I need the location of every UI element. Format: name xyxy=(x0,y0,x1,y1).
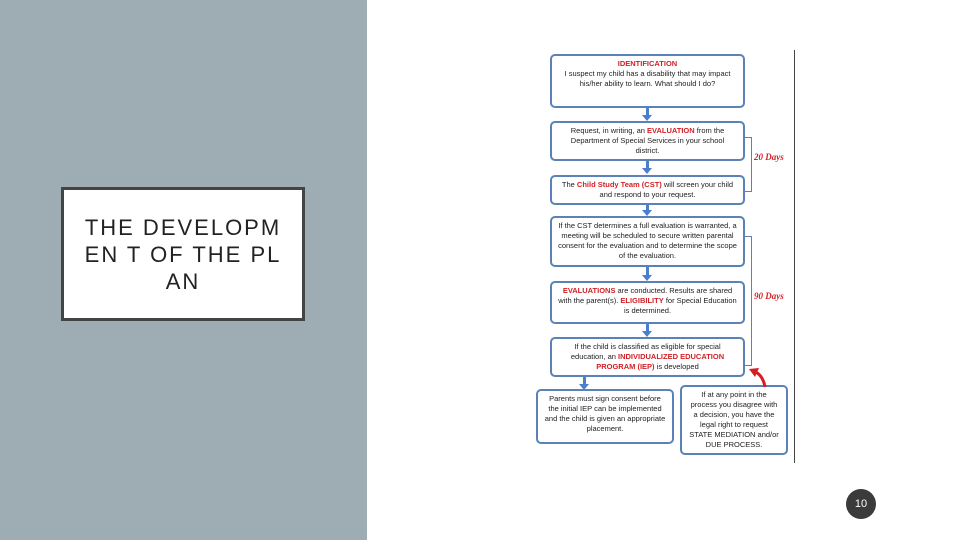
consent-text: Parents must sign consent before the initial IEP can be implemented and the child is given an appropriate placement. xyxy=(544,394,666,433)
bracket-90-days xyxy=(745,236,752,366)
identification-text: I suspect my child has a disability that may impact his/her ability to learn. What should I do? xyxy=(564,69,731,88)
days-90-label: 90 Days xyxy=(754,291,784,301)
bracket-20-days xyxy=(745,137,752,192)
evaluations-post: for Special Education is determined. xyxy=(623,296,737,315)
title-box xyxy=(61,187,305,321)
identification-box xyxy=(550,54,745,108)
iep-box xyxy=(550,337,745,377)
slide-title: THE DEVELOPMEN T OF THE PLAN xyxy=(84,214,282,294)
evaluation-request-pre: Request, in writing, an xyxy=(570,126,648,135)
disagree-box xyxy=(680,385,788,455)
divider-line xyxy=(794,50,795,463)
eligibility-highlight: ELIGIBILITY xyxy=(620,296,664,305)
cst-screen-highlight: Child Study Team (CST) xyxy=(576,180,662,189)
consent-box xyxy=(536,389,674,444)
iep-highlight: INDIVIDUALIZED EDUCATION PROGRAM (IEP) xyxy=(596,352,725,371)
evaluations-highlight: EVALUATIONS xyxy=(562,286,616,295)
iep-post: is developed xyxy=(654,362,699,371)
page-number-badge: 10 xyxy=(846,489,876,519)
evaluation-request-highlight: EVALUATION xyxy=(647,126,695,135)
meeting-text: If the CST determines a full evaluation is warranted, a meeting will be scheduled to secure written parental consent for the evaluation and to determine the scope of the evaluation. xyxy=(558,221,737,260)
down-arrow-icon xyxy=(642,168,652,174)
disagree-text: If at any point in the process you disagree with a decision, you have the legal right to request STATE MEDIATION and/or DUE PROCESS. xyxy=(689,390,779,449)
evaluation-request-box xyxy=(550,121,745,161)
days-20-label: 20 Days xyxy=(754,152,784,162)
cst-screen-post: will screen your child and respond to your request. xyxy=(599,180,734,199)
evaluations-box xyxy=(550,281,745,324)
iep-pre: If the child is classified as eligible for special education, an xyxy=(570,342,721,361)
evaluation-request-post: from the Department of Special Services in your school district. xyxy=(570,126,725,155)
cst-screen-pre: The xyxy=(561,180,577,189)
red-return-arrow-icon xyxy=(745,365,771,391)
evaluations-mid: are conducted. Results are shared with the parent(s). xyxy=(558,286,733,305)
meeting-box xyxy=(550,216,745,267)
identification-heading: IDENTIFICATION xyxy=(617,59,678,68)
cst-screen-box xyxy=(550,175,745,205)
